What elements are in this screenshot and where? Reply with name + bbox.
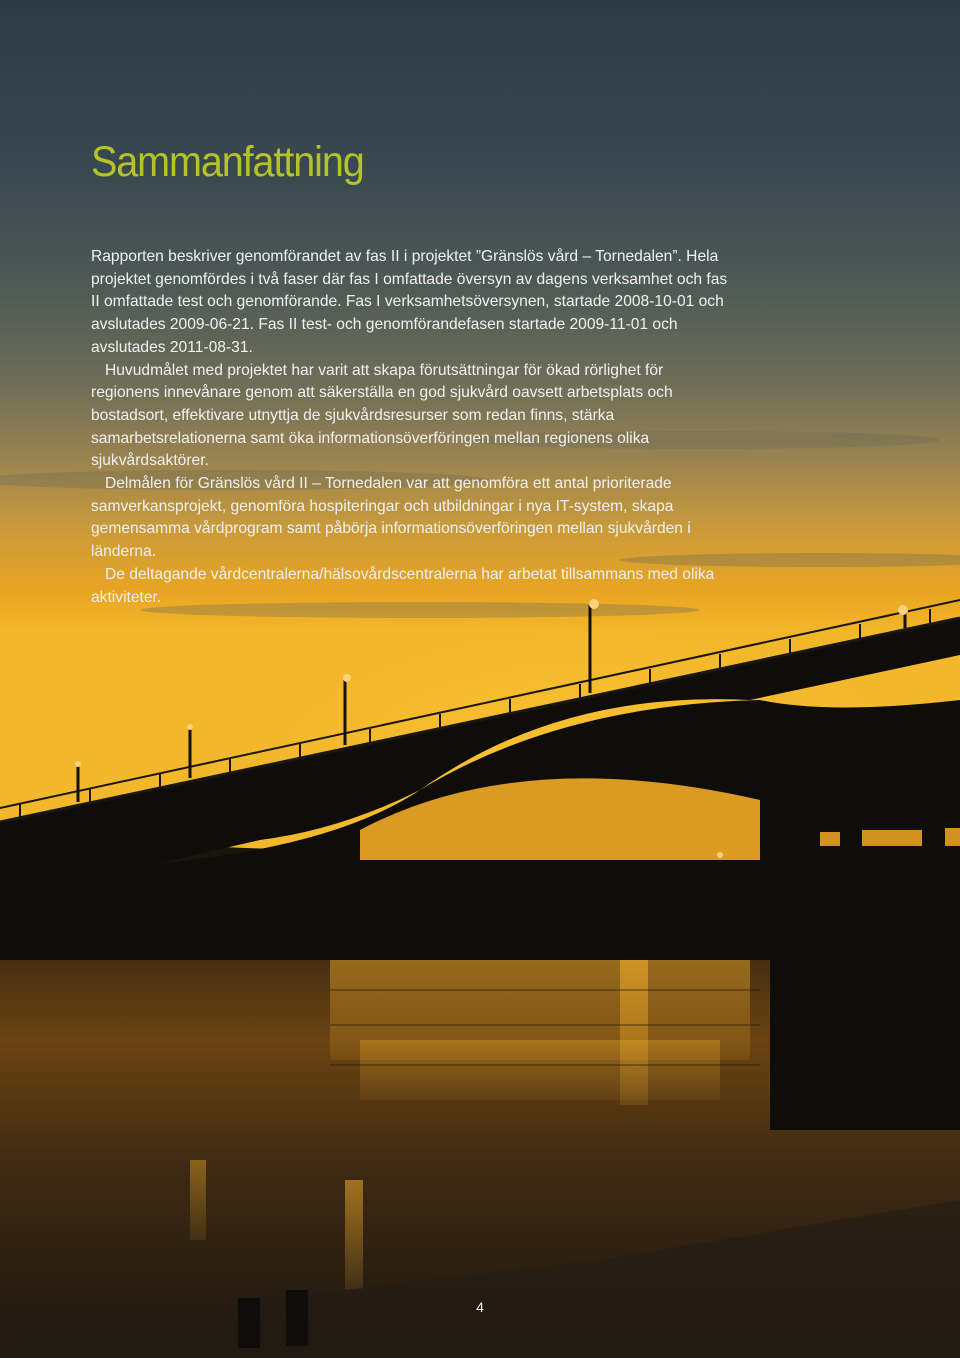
page-title: Sammanfattning <box>91 138 364 186</box>
summary-paragraph: De deltagande vårdcentralerna/hälsovårdscentralerna har arbetat tillsammans med olika aktiviteter. <box>91 565 715 606</box>
summary-paragraph: Delmålen för Gränslös vård II – Tornedalen var att genomföra ett antal prioriterade samverkansprojekt, genomföra hospiteringar och utbildningar i nya IT-system, skapa gemensamma vårdprogram samt påbörja informationsöverföringen mellan sjukvården i länderna. <box>91 475 691 561</box>
summary-paragraph: Rapporten beskriver genomförandet av fas II i projektet ”Gränslös vård – Tornedalen”. Hela projektet genomfördes i två faser där fas I omfattade översyn av dagens verksamhet och fas II omfattade test och genomförande. Fas I verksamhetsöversynen, startade 2008-10-01 och avslutades 2009-06-21. Fas II test- och genomförandefasen startade 2009-11-01 och avslutades 2011-08-31. <box>91 248 728 356</box>
summary-text <box>91 246 731 609</box>
summary-paragraph: Huvudmålet med projektet har varit att skapa förutsättningar för ökad rörlighet för regionens innevånare genom att säkerställa en god sjukvård oavsett arbetsplats och bostadsort, effektivare utnyttja de sjukvårdsresurser som redan finns, stärka samarbetsrelationerna samt öka informationsöverföringen mellan regionens olika sjukvårdsaktörer. <box>91 361 673 470</box>
page-number: 4 <box>476 1299 484 1315</box>
